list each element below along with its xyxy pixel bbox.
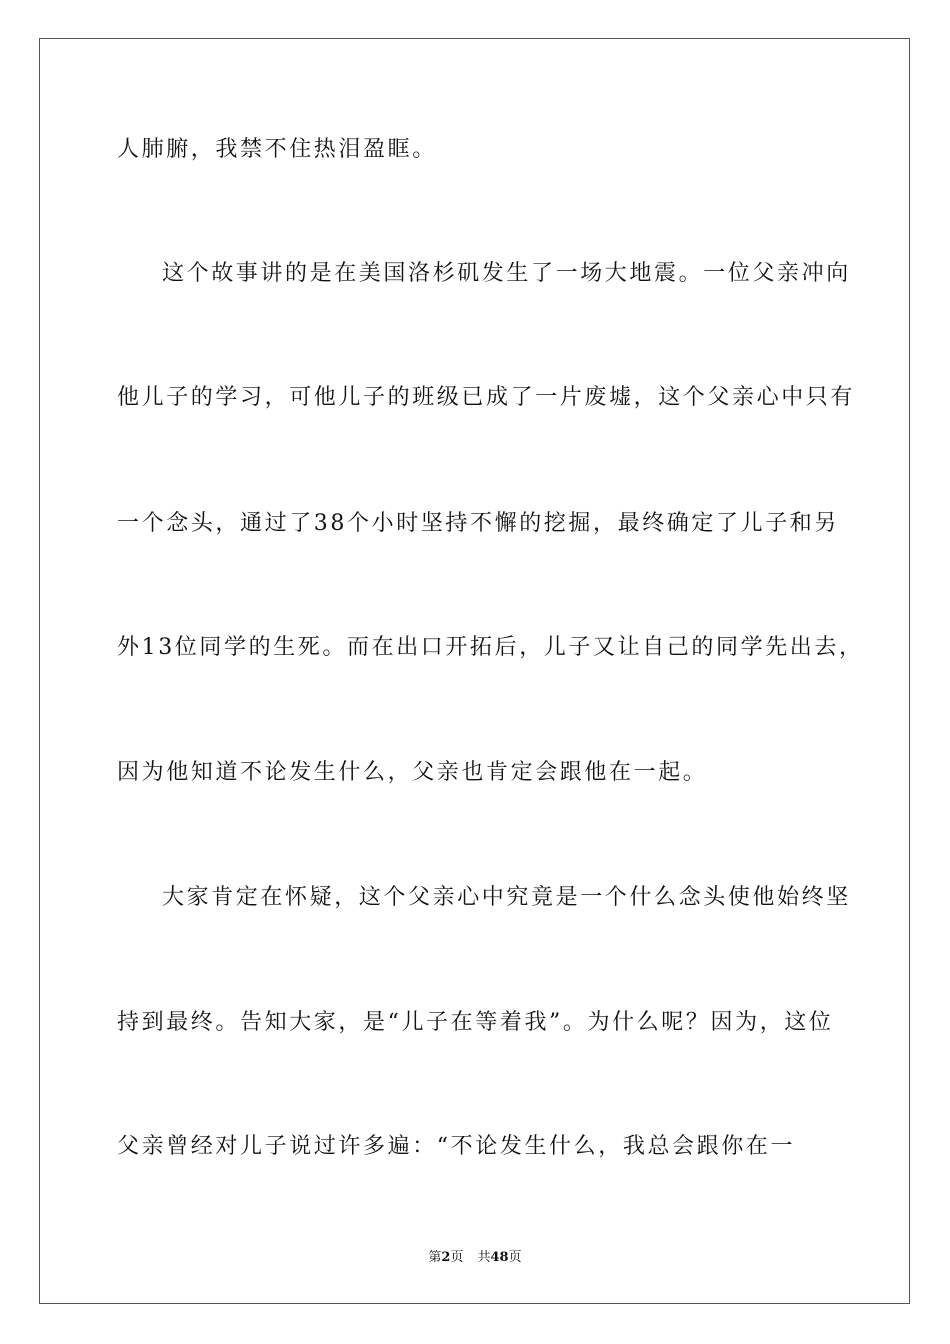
page-footer [0, 1246, 950, 1265]
footer-page-number: 2 [441, 1250, 451, 1265]
text-line-5: 外13位同学的生死。而在出口开拓后，儿子又让自己的同学先出去， [117, 635, 864, 660]
footer-total-suffix: 页 [508, 1250, 522, 1265]
text-line-4: 一个念头，通过了38个小时坚持不懈的挖掘，最终确定了儿子和另 [117, 511, 839, 536]
text-line-8: 持到最终。告知大家，是“儿子在等着我”。为什么呢？因为，这位 [117, 1010, 834, 1035]
text-line-7: 大家肯定在怀疑，这个父亲心中究竟是一个什么念头使他始终坚 [162, 885, 851, 910]
text-line-1: 人肺腑，我禁不住热泪盈眶。 [117, 137, 437, 162]
text-line-2: 这个故事讲的是在美国洛杉矶发生了一场大地震。一位父亲冲向 [162, 261, 851, 286]
footer-page-suffix: 页 [450, 1250, 464, 1265]
footer-total-pages: 48 [490, 1250, 509, 1265]
page-frame [39, 38, 910, 1304]
text-line-9: 父亲曾经对儿子说过许多遍：“不论发生什么，我总会跟你在一 [117, 1134, 796, 1159]
text-line-6: 因为他知道不论发生什么，父亲也肯定会跟他在一起。 [117, 760, 708, 785]
footer-total-prefix: 共 [477, 1250, 491, 1265]
text-line-3: 他儿子的学习，可他儿子的班级已成了一片废墟，这个父亲心中只有 [117, 385, 856, 410]
footer-page-prefix: 第 [428, 1250, 442, 1265]
